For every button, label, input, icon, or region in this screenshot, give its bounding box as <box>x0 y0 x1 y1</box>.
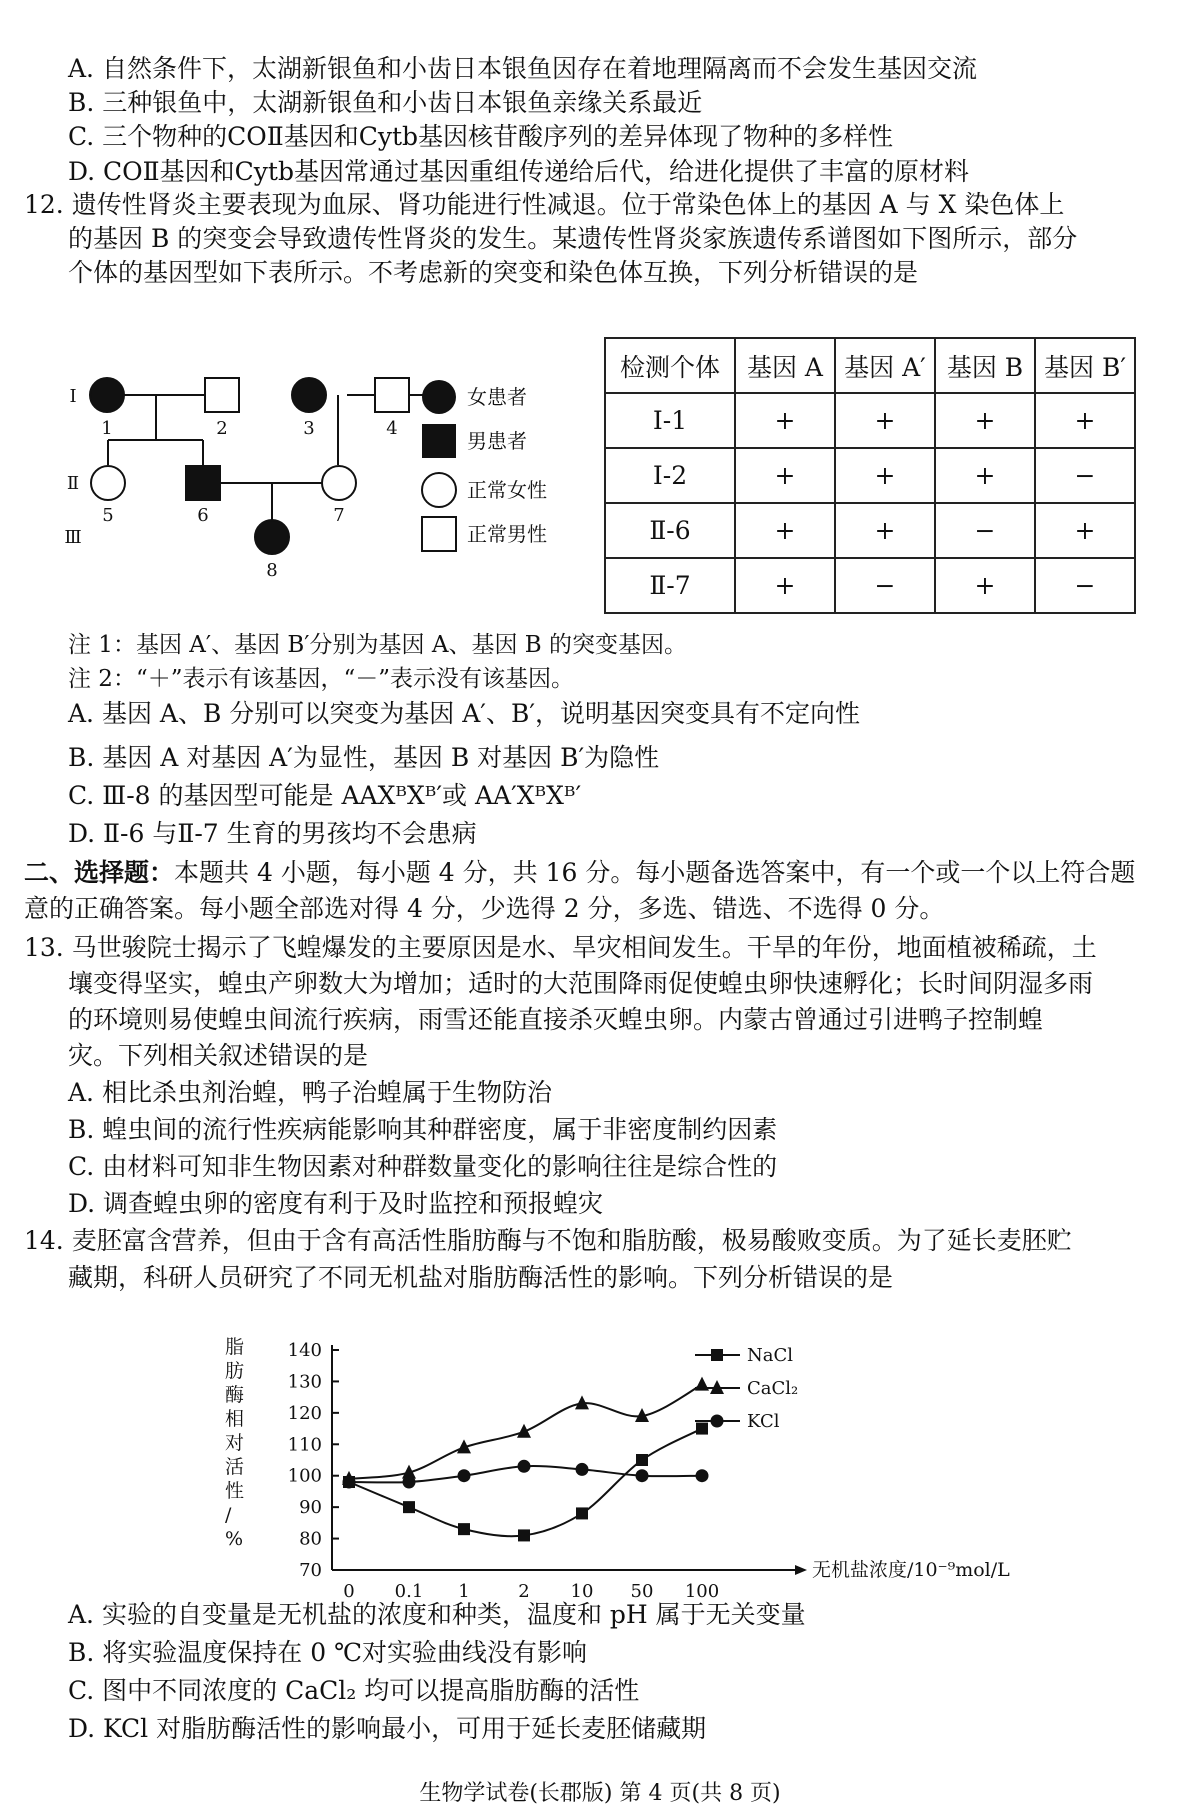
q12-option-c: C. Ⅲ-8 的基因型可能是 AAXᴮXᴮ′或 AA′XᴮXᴮ′ <box>68 781 582 810</box>
q14-option-b: B. 将实验温度保持在 0 ℃对实验曲线没有影响 <box>68 1638 588 1667</box>
data-point-circle <box>636 1469 649 1482</box>
table-row <box>605 448 1135 503</box>
ind-label-1: 1 <box>101 418 113 439</box>
table-header: 基因 B′ <box>1035 338 1135 393</box>
legend-normal-male: 正常男性 <box>467 522 547 546</box>
table-cell: Ⅰ-2 <box>605 448 735 503</box>
x-tick-label: 1 <box>458 1581 470 1602</box>
data-point-circle <box>696 1469 709 1482</box>
q13-stem-line-1: 13. 马世骏院士揭示了飞蝗爆发的主要原因是水、旱灾相间发生。干旱的年份，地面植被稀疏，土 <box>24 933 1097 962</box>
x-tick-label: 2 <box>518 1581 530 1602</box>
q12-note-2: 注 2：“＋”表示有该基因，“－”表示没有该基因。 <box>68 666 574 692</box>
table-cell: Ⅱ-7 <box>605 558 735 613</box>
section2-line-1 <box>24 856 1135 890</box>
q12-option-b: B. 基因 A 对基因 A′为显性，基因 B 对基因 B′为隐性 <box>68 743 660 772</box>
pedigree-ii7 <box>322 466 356 500</box>
q12-stem-line-2: 的基因 B 的突变会导致遗传性肾炎的发生。某遗传性肾炎家族遗传系谱图如下图所示，部分 <box>68 224 1078 253</box>
q13-option-a: A. 相比杀虫剂治蝗，鸭子治蝗属于生物防治 <box>68 1078 552 1107</box>
legend-marker-square <box>711 1349 723 1361</box>
legend-label: KCl <box>747 1411 780 1432</box>
y-tick-label: 100 <box>287 1465 322 1487</box>
ind-label-8: 8 <box>266 560 278 581</box>
section2-title: 二、选择题： <box>24 858 175 887</box>
table-cell: − <box>935 503 1035 558</box>
table-header: 基因 B <box>935 338 1035 393</box>
table-header: 基因 A′ <box>835 338 935 393</box>
table-cell: + <box>1035 393 1135 448</box>
table-row <box>605 393 1135 448</box>
section2-text-2: 意的正确答案。每小题全部选对得 4 分，少选得 2 分，多选、错选、不选得 0 分。 <box>24 894 945 923</box>
data-point-square <box>636 1454 648 1466</box>
table-cell: + <box>735 558 835 613</box>
pedigree-i3 <box>292 378 326 412</box>
legend-affected-female: 女患者 <box>467 385 527 409</box>
ylabel-char: 肪 <box>225 1360 245 1382</box>
y-tick-label: 130 <box>287 1371 322 1393</box>
q12-stem-line-3: 个体的基因型如下表所示。不考虑新的突变和染色体互换，下列分析错误的是 <box>68 258 919 287</box>
pedigree-i2 <box>205 378 239 412</box>
data-point-circle <box>518 1460 531 1473</box>
ind-label-3: 3 <box>303 418 315 439</box>
q14-option-d: D. KCl 对脂肪酶活性的影响最小，可用于延长麦胚储藏期 <box>68 1714 707 1743</box>
y-tick-label: 120 <box>287 1402 322 1424</box>
table-cell: + <box>835 503 935 558</box>
y-tick-label: 90 <box>299 1497 322 1519</box>
table-cell: + <box>1035 503 1135 558</box>
y-tick-label: 140 <box>287 1340 322 1361</box>
data-point-square <box>518 1529 530 1541</box>
table-cell: − <box>1035 558 1135 613</box>
table-cell: + <box>735 448 835 503</box>
legend-label: CaCl₂ <box>747 1378 799 1399</box>
ylabel-char: / <box>225 1504 232 1526</box>
table-header: 检测个体 <box>605 338 735 393</box>
x-tick-label: 0.1 <box>394 1581 424 1602</box>
table-row <box>605 503 1135 558</box>
x-tick-label: 50 <box>630 1581 654 1602</box>
q12-option-d: D. Ⅱ-6 与Ⅱ-7 生育的男孩均不会患病 <box>68 819 477 848</box>
data-point-circle <box>343 1476 356 1489</box>
y-tick-label: 80 <box>299 1528 322 1550</box>
q13-option-d: D. 调查蝗虫卵的密度有利于及时监控和预报蝗灾 <box>68 1189 604 1218</box>
table-cell: + <box>735 393 835 448</box>
ind-label-7: 7 <box>333 505 345 526</box>
q11-option-c: C. 三个物种的COⅡ基因和Cytb基因核苷酸序列的差异体现了物种的多样性 <box>68 122 894 151</box>
x-tick-label: 10 <box>570 1581 594 1602</box>
gen-label-2: Ⅱ <box>66 473 80 494</box>
q14-stem-line-1: 14. 麦胚富含营养，但由于含有高活性脂肪酶与不饱和脂肪酸，极易酸败变质。为了延长麦胚贮 <box>24 1226 1072 1255</box>
legend-affected-male: 男患者 <box>467 429 527 453</box>
q13-option-b: B. 蝗虫间的流行性疾病能影响其种群密度，属于非密度制约因素 <box>68 1115 778 1144</box>
gen-label-1: Ⅰ <box>69 386 77 407</box>
q12-stem-line-1: 12. 遗传性肾炎主要表现为血尿、肾功能进行性减退。位于常染色体上的基因 A 与 X 染色体上 <box>24 190 1065 219</box>
ind-label-6: 6 <box>197 505 209 526</box>
pedigree-ii6 <box>186 466 220 500</box>
q11-option-d: D. COⅡ基因和Cytb基因常通过基因重组传递给后代，给进化提供了丰富的原材料 <box>68 157 969 186</box>
x-axis-arrow <box>795 1565 807 1575</box>
table-cell: + <box>835 448 935 503</box>
section2-text-1: 本题共 4 小题，每小题 4 分，共 16 分。每小题备选答案中，有一个或一个以上符合题 <box>174 858 1136 887</box>
pedigree-ii5 <box>91 466 125 500</box>
q14-stem-line-2: 藏期，科研人员研究了不同无机盐对脂肪酶活性的影响。下列分析错误的是 <box>68 1263 894 1292</box>
legend-label: NaCl <box>747 1345 794 1366</box>
table-cell: Ⅱ-6 <box>605 503 735 558</box>
table-cell: + <box>935 558 1035 613</box>
ind-label-4: 4 <box>386 418 398 439</box>
table-cell: Ⅰ-1 <box>605 393 735 448</box>
data-point-square <box>403 1501 415 1513</box>
page-footer: 生物学试卷(长郡版) 第 4 页(共 8 页) <box>419 1781 781 1806</box>
legend-normal-female: 正常女性 <box>467 478 547 502</box>
table-cell: − <box>835 558 935 613</box>
lipase-activity-chart <box>225 1325 1025 1605</box>
chart-xlabel: 无机盐浓度/10⁻⁹mol/L <box>812 1559 1010 1581</box>
gen-label-3: Ⅲ <box>64 527 82 548</box>
q14-option-c: C. 图中不同浓度的 CaCl₂ 均可以提高脂肪酶的活性 <box>68 1676 640 1705</box>
pedigree-chart <box>55 355 575 585</box>
x-tick-label: 0 <box>343 1581 355 1602</box>
q14-option-a: A. 实验的自变量是无机盐的浓度和种类，温度和 pH 属于无关变量 <box>68 1600 806 1629</box>
table-row <box>605 558 1135 613</box>
data-point-circle <box>458 1469 471 1482</box>
ind-label-2: 2 <box>216 418 228 439</box>
ylabel-char: 性 <box>225 1480 245 1502</box>
table-header-row <box>605 338 1135 393</box>
data-point-square <box>696 1423 708 1435</box>
table-cell: + <box>735 503 835 558</box>
table-cell: + <box>935 393 1035 448</box>
ylabel-char: 酶 <box>225 1384 245 1406</box>
table-header: 基因 A <box>735 338 835 393</box>
q13-stem-line-3: 的环境则易使蝗虫间流行疾病，雨雪还能直接杀灭蝗虫卵。内蒙古曾通过引进鸭子控制蝗 <box>68 1005 1044 1034</box>
legend-marker-circle <box>711 1415 724 1428</box>
q12-note-1: 注 1：基因 A′、基因 B′分别为基因 A、基因 B 的突变基因。 <box>68 632 687 658</box>
ylabel-char: 相 <box>225 1408 245 1430</box>
ind-label-5: 5 <box>102 505 114 526</box>
ylabel-char: % <box>225 1528 244 1550</box>
q13-stem-line-2: 壤变得坚实，蝗虫产卵数大为增加；适时的大范围降雨促使蝗虫卵快速孵化；长时间阴湿多雨 <box>68 969 1094 998</box>
pedigree-iii8 <box>255 520 289 554</box>
y-tick-label: 70 <box>299 1560 322 1581</box>
ylabel-char: 脂 <box>225 1336 245 1358</box>
q13-option-c: C. 由材料可知非生物因素对种群数量变化的影响往往是综合性的 <box>68 1152 778 1181</box>
table-cell: + <box>935 448 1035 503</box>
data-point-square <box>576 1507 588 1519</box>
y-tick-label: 110 <box>287 1434 322 1456</box>
data-point-circle <box>403 1476 416 1489</box>
data-point-circle <box>576 1463 589 1476</box>
pedigree-i1 <box>90 378 124 412</box>
data-point-square <box>458 1523 470 1535</box>
table-cell: + <box>835 393 935 448</box>
x-tick-label: 100 <box>684 1581 720 1602</box>
q11-option-a: A. 自然条件下，太湖新银鱼和小齿日本银鱼因存在着地理隔离而不会发生基因交流 <box>68 54 977 83</box>
ylabel-char: 对 <box>225 1432 245 1454</box>
ylabel-char: 活 <box>225 1456 245 1478</box>
q11-option-b: B. 三种银鱼中，太湖新银鱼和小齿日本银鱼亲缘关系最近 <box>68 88 703 117</box>
chart-ylabel <box>225 1336 244 1550</box>
q13-stem-line-4: 灾。下列相关叙述错误的是 <box>68 1041 369 1070</box>
pedigree-i4 <box>375 378 409 412</box>
table-cell: − <box>1035 448 1135 503</box>
q12-option-a: A. 基因 A、B 分别可以突变为基因 A′、B′，说明基因突变具有不定向性 <box>68 699 860 728</box>
genotype-table <box>604 337 1136 614</box>
